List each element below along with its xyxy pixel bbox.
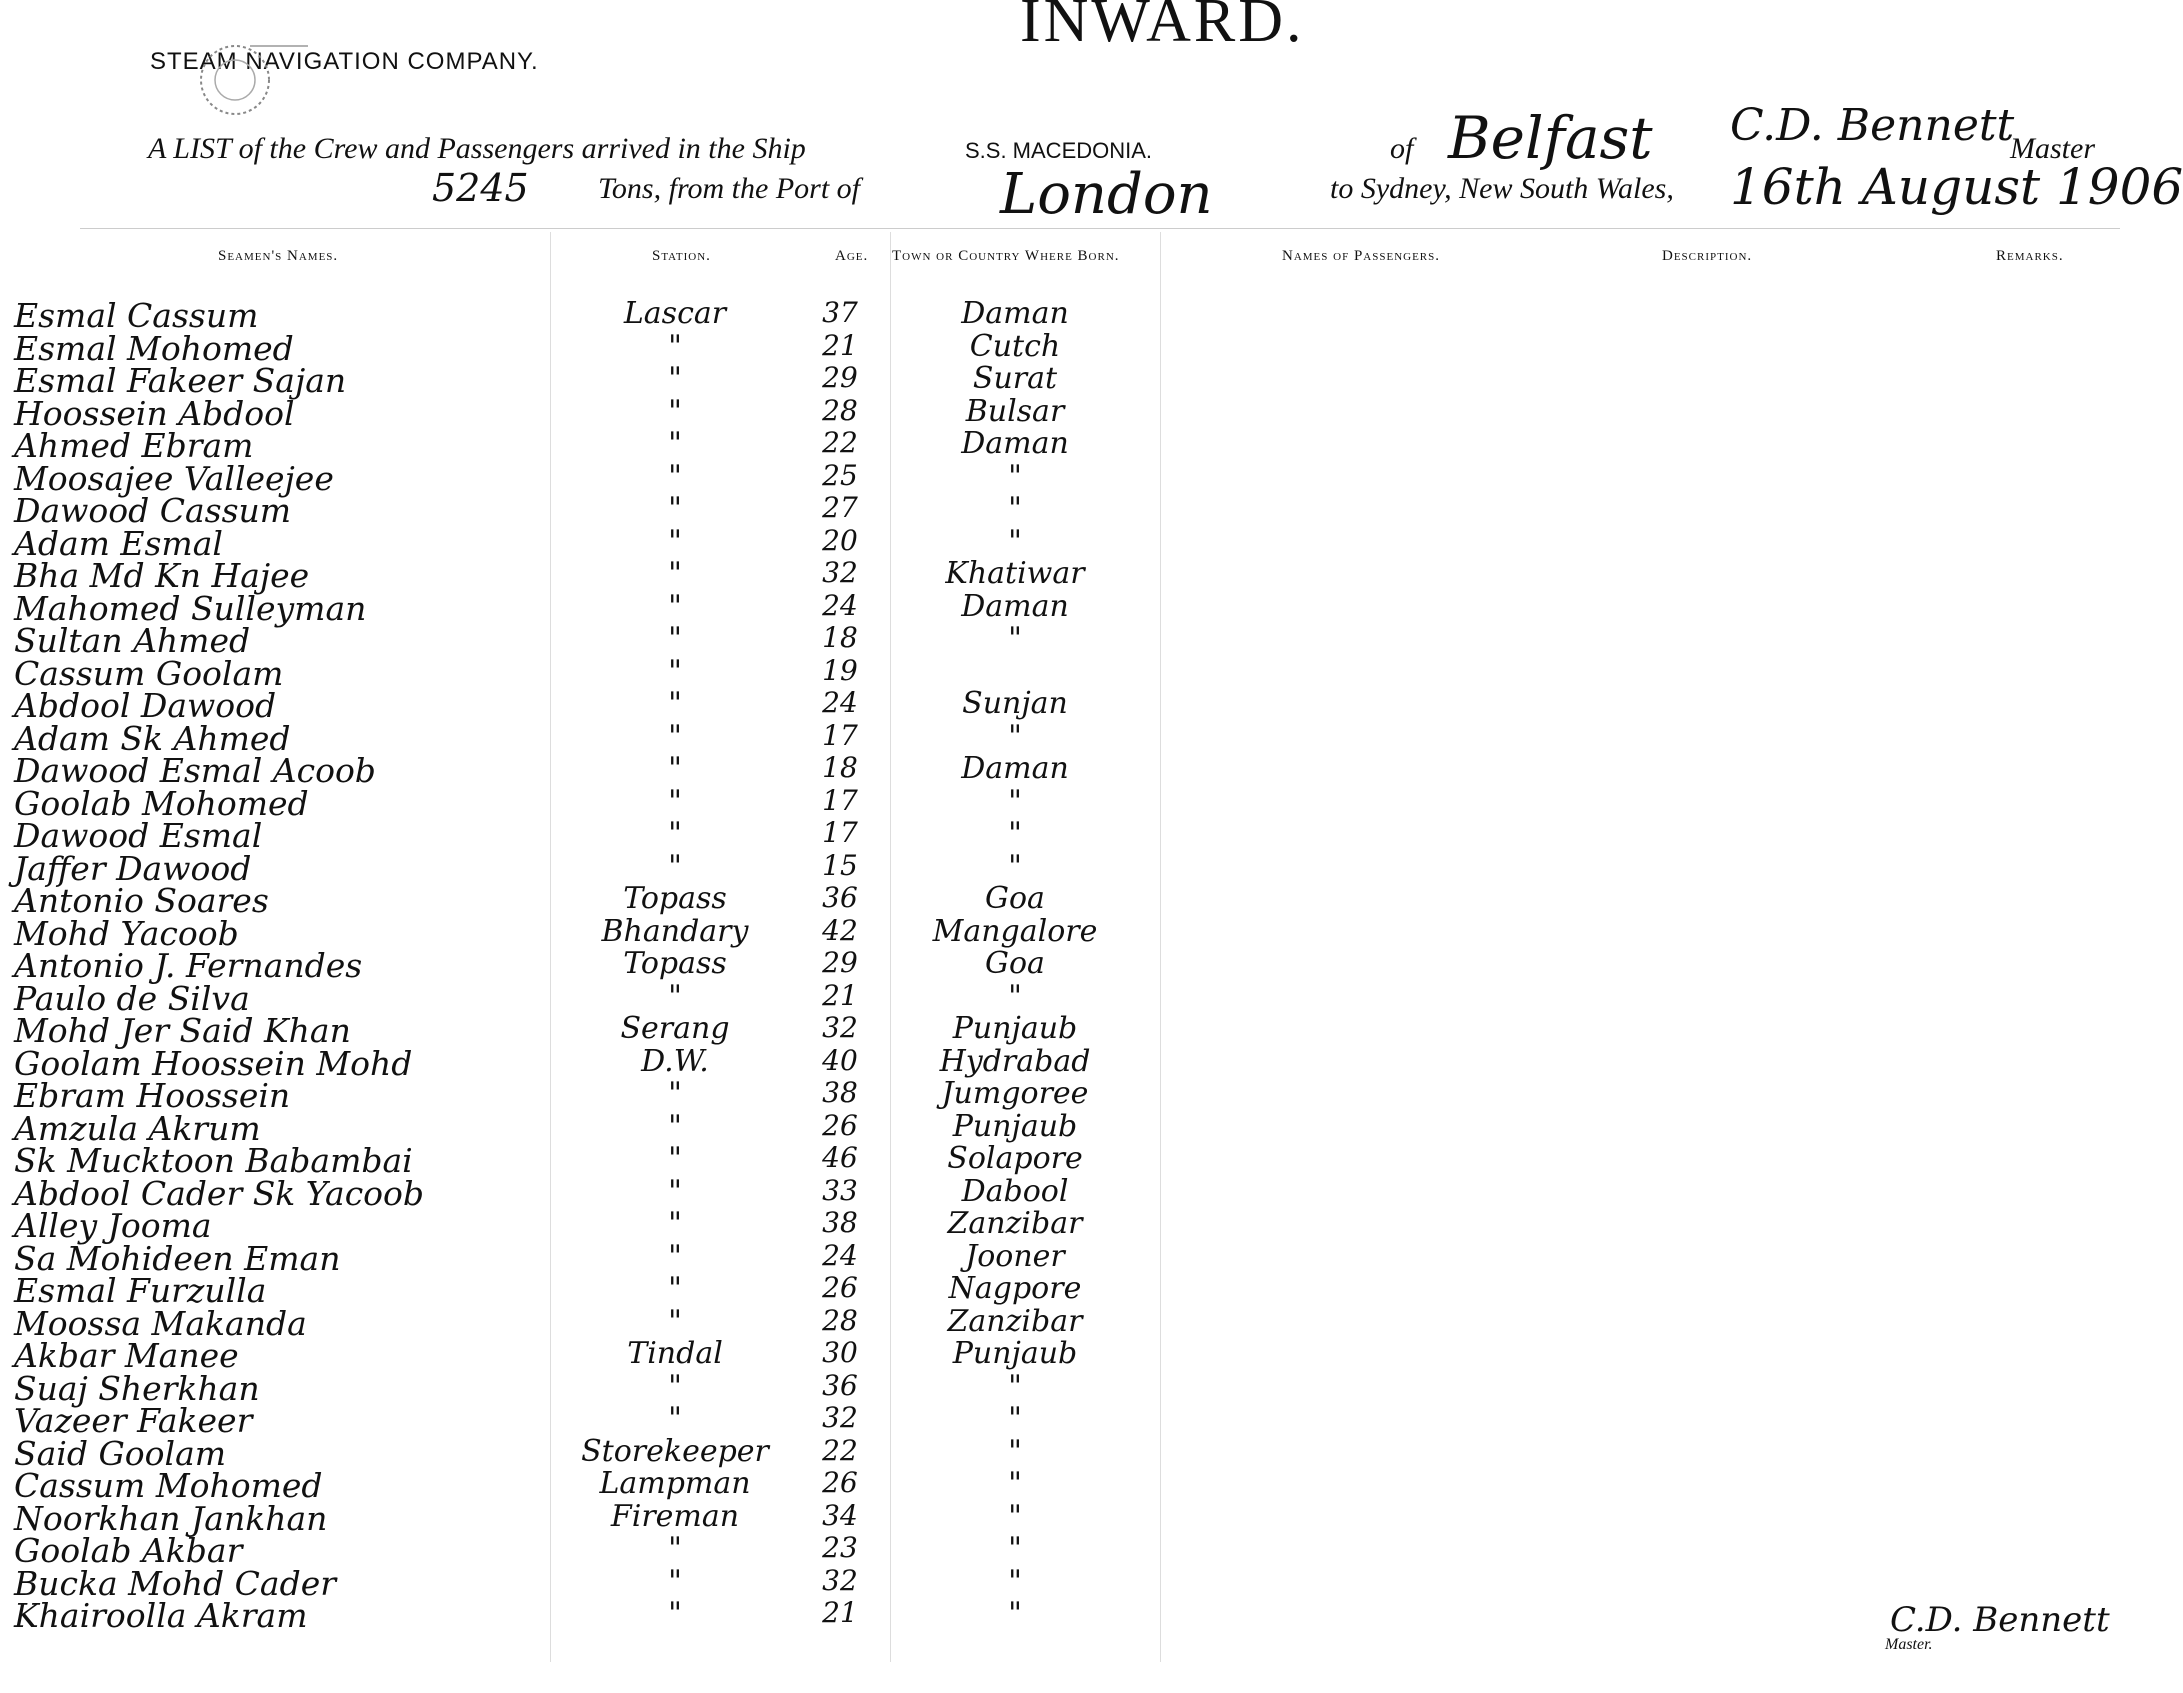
crew-station: " <box>668 458 682 494</box>
col-remarks: Remarks. <box>1996 248 2064 264</box>
crew-birthplace: Solapore <box>947 1141 1083 1176</box>
crew-name: Bha Md Kn Hajee <box>14 556 310 595</box>
crew-birthplace: Daman <box>961 588 1069 624</box>
crew-row <box>0 1596 1200 1635</box>
crew-age: 32 <box>822 1563 858 1597</box>
crew-station: " <box>668 1401 682 1436</box>
crew-birthplace: Daman <box>961 751 1069 786</box>
crew-age: 17 <box>822 718 858 752</box>
crew-name: Esmal Cassum <box>14 296 259 335</box>
crew-age: 29 <box>822 361 858 394</box>
crew-row <box>0 686 1200 725</box>
crew-station: " <box>668 1368 682 1404</box>
crew-age: 46 <box>822 1141 858 1174</box>
crew-station: " <box>668 1173 682 1209</box>
crew-row <box>0 1498 1200 1538</box>
port-name: London <box>1000 162 1213 227</box>
crew-name: Adam Esmal <box>14 523 223 563</box>
crew-birthplace: Nagpore <box>948 1271 1082 1306</box>
crew-station: " <box>668 1108 682 1144</box>
crew-station: " <box>668 1206 682 1241</box>
crew-row <box>0 621 1200 660</box>
circular-stamp <box>180 36 310 126</box>
crew-name: Mohd Yacoob <box>14 913 239 953</box>
crew-row <box>0 881 1200 920</box>
crew-station: " <box>668 1563 682 1599</box>
crew-name: Jaffer Dawood <box>14 848 252 888</box>
crew-age: 36 <box>822 1368 858 1402</box>
crew-age: 42 <box>822 913 858 947</box>
crew-age: 23 <box>822 1531 858 1564</box>
crew-birthplace: " <box>1008 848 1022 884</box>
crew-name: Dawood Esmal <box>14 816 263 855</box>
crew-birthplace: " <box>1008 523 1022 559</box>
crew-age: 26 <box>822 1108 858 1142</box>
crew-row <box>0 913 1200 953</box>
crew-station: " <box>668 978 682 1014</box>
crew-birthplace: Punjaub <box>952 1336 1078 1371</box>
col-town: Town or Country Where Born. <box>892 248 1120 264</box>
crew-row <box>0 1043 1200 1083</box>
signature-label: Master. <box>1885 1636 1933 1653</box>
crew-station: Topass <box>623 946 727 981</box>
crew-row <box>0 361 1200 400</box>
crew-age: 32 <box>822 1011 858 1044</box>
tonnage: 5245 <box>432 166 529 210</box>
inward-heading: INWARD. <box>1020 0 1305 55</box>
crew-row <box>0 296 1200 335</box>
crew-station: " <box>668 1076 682 1111</box>
arrival-date: 16th August 1906 <box>1730 158 2183 216</box>
crew-age: 17 <box>822 783 858 817</box>
crew-age: 36 <box>822 881 858 914</box>
crew-name: Abdool Dawood <box>14 686 277 725</box>
crew-age: 21 <box>822 978 858 1012</box>
crew-station: " <box>668 491 682 526</box>
crew-name: Said Goolam <box>14 1433 227 1473</box>
crew-station: " <box>668 328 682 364</box>
crew-age: 18 <box>822 621 858 654</box>
crew-name: Mohd Jer Said Khan <box>14 1011 351 1050</box>
crew-station: Bhandary <box>601 913 749 949</box>
crew-name: Adam Sk Ahmed <box>14 718 291 758</box>
crew-name: Abdool Cader Sk Yacoob <box>14 1173 425 1213</box>
crew-name: Paulo de Silva <box>14 978 250 1018</box>
crew-name: Esmal Fakeer Sajan <box>14 361 347 400</box>
crew-birthplace: " <box>1008 783 1022 819</box>
crew-row <box>0 1303 1200 1343</box>
crew-age: 25 <box>822 458 858 492</box>
crew-name: Dawood Esmal Acoob <box>14 751 376 790</box>
of-label: of <box>1390 132 1414 165</box>
crew-birthplace: " <box>1008 816 1022 851</box>
crew-name: Khairoolla Akram <box>14 1596 308 1635</box>
crew-birthplace: Khatiwar <box>945 556 1085 591</box>
crew-row <box>0 1173 1200 1213</box>
crew-name: Cassum Goolam <box>14 653 284 693</box>
crew-age: 26 <box>822 1271 858 1304</box>
crew-station: " <box>668 393 682 429</box>
crew-age: 29 <box>822 946 858 979</box>
crew-row <box>0 1076 1200 1115</box>
crew-name: Moossa Makanda <box>14 1303 307 1343</box>
crew-birthplace: Bulsar <box>965 393 1065 429</box>
crew-birthplace: Zanzibar <box>947 1303 1083 1339</box>
crew-name: Cassum Mohomed <box>14 1466 323 1505</box>
crew-row <box>0 1206 1200 1245</box>
crew-age: 37 <box>822 296 858 329</box>
crew-birthplace: " <box>1008 458 1022 494</box>
crew-name: Sultan Ahmed <box>14 621 251 660</box>
crew-station: " <box>668 1141 682 1176</box>
crew-age: 33 <box>822 1173 858 1207</box>
crew-birthplace: Daman <box>961 296 1069 331</box>
crew-birthplace: Hydrabad <box>939 1043 1091 1079</box>
crew-station: " <box>668 1531 682 1566</box>
crew-age: 30 <box>822 1336 858 1369</box>
list-title: A LIST of the Crew and Passengers arrived in the Ship <box>148 132 806 165</box>
crew-age: 28 <box>822 393 858 427</box>
crew-birthplace: Daman <box>961 426 1069 461</box>
crew-name: Antonio Soares <box>14 881 269 920</box>
crew-birthplace: Goa <box>985 946 1045 981</box>
crew-row <box>0 523 1200 563</box>
master-signature: C.D. Bennett <box>1890 1600 2110 1640</box>
crew-row <box>0 1108 1200 1148</box>
crew-station: " <box>668 621 682 656</box>
crew-birthplace: " <box>1008 491 1022 526</box>
crew-age: 28 <box>822 1303 858 1337</box>
crew-birthplace: Punjaub <box>952 1108 1078 1144</box>
crew-age: 40 <box>822 1043 858 1077</box>
crew-row <box>0 328 1200 368</box>
crew-row <box>0 1563 1200 1603</box>
crew-name: Moosajee Valleejee <box>14 458 334 498</box>
crew-row <box>0 816 1200 855</box>
crew-station: " <box>668 686 682 721</box>
crew-name: Suaj Sherkhan <box>14 1368 260 1408</box>
crew-age: 26 <box>822 1466 858 1499</box>
crew-row <box>0 556 1200 595</box>
crew-name: Alley Jooma <box>14 1206 212 1245</box>
col-description: Description. <box>1662 248 1753 264</box>
crew-name: Goolab Akbar <box>14 1531 243 1570</box>
crew-name: Sk Mucktoon Babambai <box>14 1141 413 1180</box>
crew-row <box>0 588 1200 628</box>
crew-birthplace: Zanzibar <box>947 1206 1083 1241</box>
crew-row <box>0 426 1200 465</box>
crew-birthplace: Cutch <box>969 328 1061 364</box>
crew-row <box>0 491 1200 530</box>
crew-birthplace: " <box>1008 1466 1022 1501</box>
crew-row <box>0 1238 1200 1278</box>
crew-birthplace: " <box>1008 1596 1022 1631</box>
crew-station: Lascar <box>623 296 727 331</box>
crew-row <box>0 458 1200 498</box>
crew-station: Storekeeper <box>581 1433 769 1469</box>
crew-birthplace: " <box>1008 978 1022 1014</box>
crew-birthplace: Goa <box>985 881 1045 916</box>
company-name: STEAM NAVIGATION COMPANY. <box>150 48 539 75</box>
crew-birthplace: " <box>1008 1368 1022 1404</box>
crew-station: Tindal <box>627 1336 723 1371</box>
crew-birthplace: Mangalore <box>932 913 1098 949</box>
crew-name: Bucka Mohd Cader <box>14 1563 337 1603</box>
crew-age: 20 <box>822 523 858 557</box>
crew-birthplace: Jooner <box>965 1238 1065 1274</box>
crew-age: 22 <box>822 426 858 459</box>
crew-station: D.W. <box>641 1043 709 1079</box>
crew-station: " <box>668 1271 682 1306</box>
crew-name: Vazeer Fakeer <box>14 1401 253 1440</box>
crew-station: " <box>668 718 682 754</box>
crew-age: 27 <box>822 491 858 524</box>
crew-station: " <box>668 588 682 624</box>
crew-birthplace: " <box>1008 1498 1022 1534</box>
crew-age: 24 <box>822 1238 858 1272</box>
crew-name: Mahomed Sulleyman <box>14 588 367 628</box>
crew-age: 21 <box>822 1596 858 1629</box>
crew-age: 38 <box>822 1206 858 1239</box>
crew-row <box>0 751 1200 790</box>
crew-station: " <box>668 1596 682 1631</box>
master-name: C.D. Bennett <box>1730 100 2015 151</box>
crew-station: Serang <box>620 1011 730 1046</box>
crew-birthplace: " <box>1008 1531 1022 1566</box>
crew-name: Akbar Manee <box>14 1336 239 1375</box>
crew-station: Lampman <box>599 1466 751 1501</box>
crew-age: 22 <box>822 1433 858 1467</box>
crew-name: Goolab Mohomed <box>14 783 309 823</box>
crew-row <box>0 1531 1200 1570</box>
crew-station: " <box>668 523 682 559</box>
ship-name: S.S. MACEDONIA. <box>965 138 1153 163</box>
crew-age: 15 <box>822 848 858 882</box>
crew-age: 24 <box>822 588 858 622</box>
crew-row <box>0 1271 1200 1310</box>
crew-age: 21 <box>822 328 858 362</box>
crew-row <box>0 393 1200 433</box>
tons-label: Tons, from the Port of <box>598 172 860 205</box>
crew-name: Noorkhan Jankhan <box>14 1498 328 1538</box>
crew-station: " <box>668 361 682 396</box>
crew-age: 17 <box>822 816 858 849</box>
crew-age: 38 <box>822 1076 858 1109</box>
destination: to Sydney, New South Wales, <box>1330 172 1674 205</box>
crew-station: " <box>668 751 682 786</box>
crew-birthplace: " <box>1008 1563 1022 1599</box>
crew-age: 32 <box>822 556 858 589</box>
crew-station: Fireman <box>610 1498 740 1534</box>
crew-row <box>0 718 1200 758</box>
crew-row <box>0 1336 1200 1375</box>
crew-station: " <box>668 783 682 819</box>
crew-name: Amzula Akrum <box>14 1108 261 1148</box>
crew-age: 24 <box>822 686 858 719</box>
crew-birthplace: Punjaub <box>952 1011 1078 1046</box>
col-age: Age. <box>835 248 869 264</box>
crew-birthplace: " <box>1008 718 1022 754</box>
crew-row <box>0 1368 1200 1408</box>
crew-row <box>0 978 1200 1018</box>
crew-name: Goolam Hoossein Mohd <box>14 1043 413 1083</box>
crew-birthplace: " <box>1008 621 1022 656</box>
crew-birthplace: Surat <box>972 361 1058 396</box>
crew-row <box>0 1466 1200 1505</box>
crew-row <box>0 946 1200 985</box>
crew-station: " <box>668 426 682 461</box>
crew-name: Esmal Furzulla <box>14 1271 267 1310</box>
crew-station: " <box>668 653 682 689</box>
crew-age: 18 <box>822 751 858 784</box>
crew-station: Topass <box>623 881 727 916</box>
crew-station: " <box>668 848 682 884</box>
crew-row <box>0 653 1200 693</box>
crew-row <box>0 1401 1200 1440</box>
crew-name: Hoossein Abdool <box>14 393 295 433</box>
crew-station: " <box>668 1303 682 1339</box>
crew-row <box>0 848 1200 888</box>
master-label: Master <box>2010 132 2095 165</box>
col-station: Station. <box>652 248 711 264</box>
crew-name: Dawood Cassum <box>14 491 292 530</box>
crew-birthplace: " <box>1008 1433 1022 1469</box>
crew-row <box>0 783 1200 823</box>
crew-station: " <box>668 1238 682 1274</box>
crew-station: " <box>668 816 682 851</box>
of-value: Belfast <box>1448 104 1653 172</box>
crew-name: Esmal Mohomed <box>14 328 294 368</box>
crew-birthplace: " <box>1008 1401 1022 1436</box>
crew-birthplace: Sunjan <box>962 686 1068 721</box>
crew-age: 34 <box>822 1498 858 1532</box>
crew-birthplace: Dabool <box>961 1173 1069 1209</box>
crew-name: Ebram Hoossein <box>14 1076 291 1115</box>
crew-row <box>0 1141 1200 1180</box>
crew-row <box>0 1433 1200 1473</box>
col-seamen-names: Seamen's Names. <box>218 248 339 264</box>
crew-row <box>0 1011 1200 1050</box>
col-passengers: Names of Passengers. <box>1282 248 1441 264</box>
crew-age: 19 <box>822 653 858 687</box>
crew-station: " <box>668 556 682 591</box>
crew-name: Ahmed Ebram <box>14 426 254 465</box>
crew-age: 32 <box>822 1401 858 1434</box>
crew-birthplace: Jumgoree <box>941 1076 1089 1111</box>
crew-name: Antonio J. Fernandes <box>14 946 363 985</box>
crew-name: Sa Mohideen Eman <box>14 1238 341 1278</box>
